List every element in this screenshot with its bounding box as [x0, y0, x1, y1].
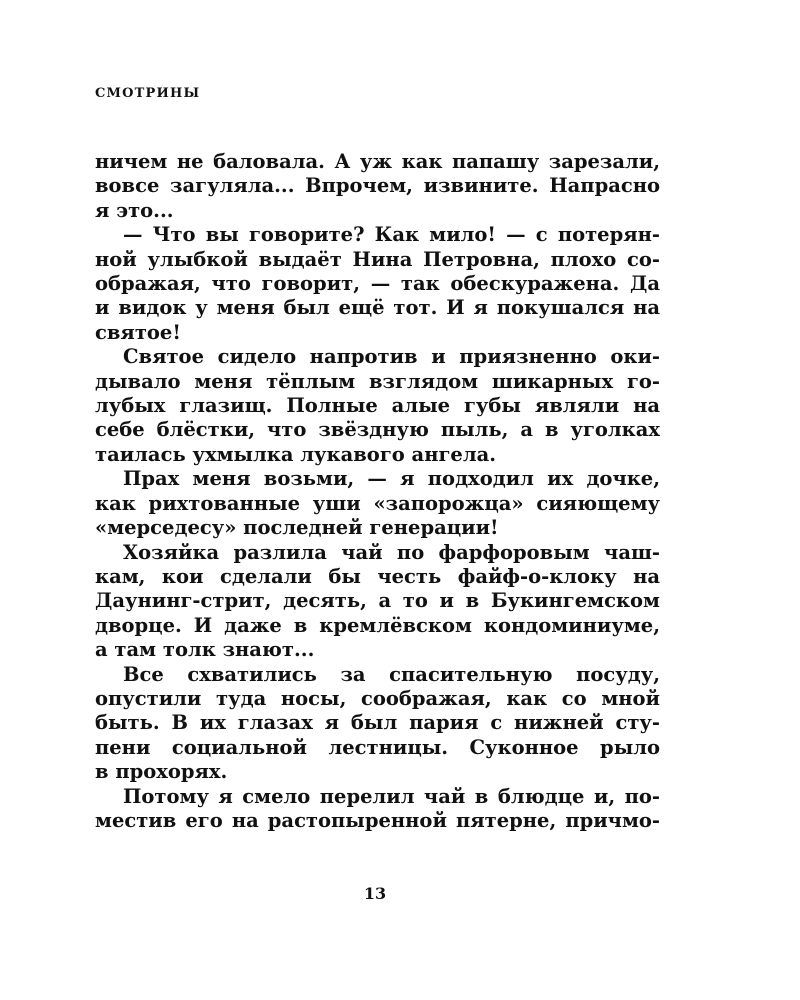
text-line: ной улыбкой выдаёт Нина Петровна, плохо со- — [95, 247, 660, 271]
body-text — [95, 150, 660, 833]
text-line: кам, кои сделали бы честь файф-о-клоку на — [95, 564, 660, 588]
text-line: местив его на растопыренной пятерне, причмо- — [95, 808, 660, 832]
text-line: как рихтованные уши «запорожца» сияющему — [95, 491, 660, 515]
running-head: СМОТРИНЫ — [95, 86, 201, 101]
text-line: ничем не баловала. А уж как папашу зарезали, — [95, 150, 660, 173]
text-line: ображая, что говорит, — так обескуражена. Да — [95, 272, 660, 296]
text-line: в прохорях. — [95, 760, 228, 784]
text-line: Святое сидело напротив и приязненно оки- — [123, 345, 660, 369]
text-line: я это... — [95, 198, 174, 222]
text-line: пени социальной лестницы. Суконное рыло — [95, 735, 660, 759]
text-line: Все схватились за спасительную посуду, — [123, 662, 660, 686]
text-line: дывало меня тёплым взглядом шикарных го- — [95, 369, 660, 393]
text-line: дворце. И даже в кремлёвском кондоминиуме, — [95, 613, 660, 637]
text-line: себе блёстки, что звёздную пыль, а в уголках — [95, 418, 660, 442]
text-line: вовсе загуляла... Впрочем, извините. Напрасно — [95, 174, 660, 198]
text-line: святое! — [95, 320, 181, 344]
text-line: Даунинг-стрит, десять, а то и в Букингемском — [95, 589, 660, 613]
page-number: 13 — [363, 884, 387, 903]
text-line: и видок у меня был ещё тот. И я покушался на — [95, 296, 660, 320]
text-line: Потому я смело перелил чай в блюдце и, по- — [123, 784, 660, 808]
text-line: а там толк знают... — [95, 638, 315, 662]
text-line: опустили туда носы, соображая, как со мной — [95, 686, 660, 710]
text-line: — Что вы говорите? Как мило! — с потерян- — [123, 223, 660, 247]
text-line: быть. В их глазах я был пария с нижней сту- — [95, 711, 660, 735]
text-line: таилась ухмылка лукавого ангела. — [95, 442, 496, 466]
text-line: «мерседесу» последней генерации! — [95, 516, 499, 540]
text-line: лубых глазищ. Полные алые губы являли на — [95, 394, 660, 418]
text-line: Хозяйка разлила чай по фарфоровым чаш- — [123, 540, 660, 564]
text-line: Прах меня возьми, — я подходил их дочке, — [123, 467, 660, 491]
